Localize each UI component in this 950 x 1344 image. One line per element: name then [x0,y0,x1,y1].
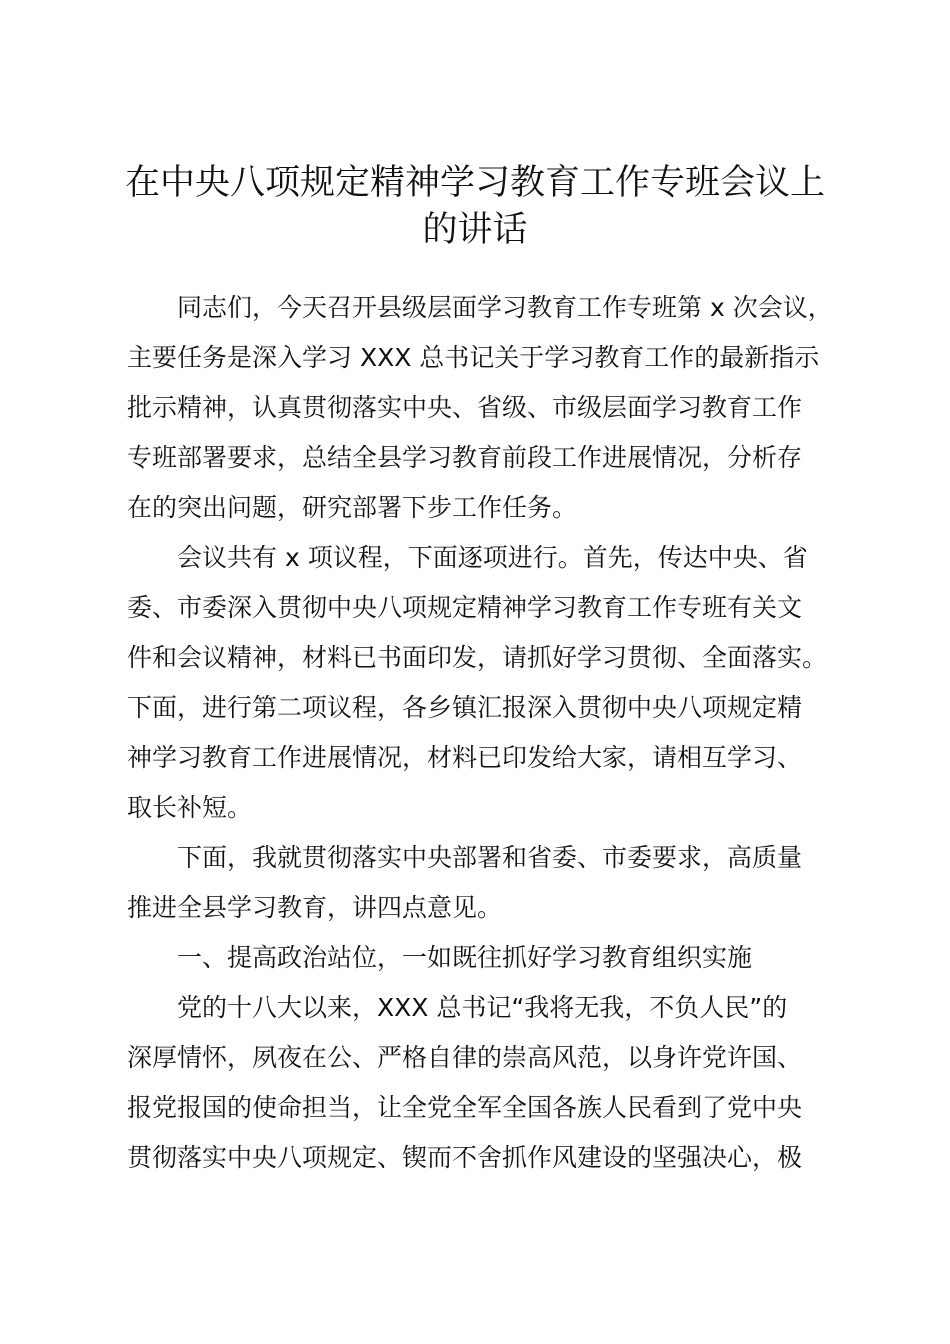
text-line: 下面，进行第二项议程，各乡镇汇报深入贯彻中央八项规定精 [127,693,803,722]
title-line-1: 在中央八项规定精神学习教育工作专班会议上 [124,163,825,203]
text-line: 推进全县学习教育，讲四点意见。 [127,893,503,922]
text-line: 批示精神，认真贯彻落实中央、省级、市级层面学习教育工作 [127,393,803,422]
text-line: 报党报国的使命担当，让全党全军全国各族人民看到了党中央 [127,1093,803,1122]
text-line: 党的十八大以来，XXX 总书记“我将无我，不负人民”的 [177,993,788,1022]
paragraph-section-1 [127,983,839,1183]
text-line: 深厚情怀，夙夜在公、严格自律的崇高风范，以身许党许国、 [127,1043,803,1072]
paragraph-intro-opinions [127,833,839,933]
text-line: 主要任务是深入学习 XXX 总书记关于学习教育工作的最新指示 [127,343,820,372]
text-line: 会议共有 x 项议程，下面逐项进行。首先，传达中央、省 [177,543,808,572]
text-line: 神学习教育工作进展情况，材料已印发给大家，请相互学习、 [127,743,803,772]
text-line: 件和会议精神，材料已书面印发，请抓好学习贯彻、全面落实。 [127,643,828,672]
text-line: 在的突出问题，研究部署下步工作任务。 [127,493,578,522]
document-title [118,160,832,254]
text-line: 专班部署要求，总结全县学习教育前段工作进展情况，分析存 [127,443,803,472]
text-line: 同志们，今天召开县级层面学习教育工作专班第 x 次会议， [177,293,833,322]
text-line: 下面，我就贯彻落实中央部署和省委、市委要求，高质量 [177,843,803,872]
paragraph-opening [127,283,839,533]
text-line: 取长补短。 [127,793,253,822]
section-heading-1 [127,933,839,983]
text-line: 贯彻落实中央八项规定、锲而不舍抓作风建设的坚强决心，极 [127,1143,803,1172]
document-body [127,283,839,1183]
text-line: 委、市委深入贯彻中央八项规定精神学习教育工作专班有关文 [127,593,803,622]
title-line-2: 的讲话 [422,210,528,250]
paragraph-agenda [127,533,839,833]
text-line: 一、提高政治站位，一如既往抓好学习教育组织实施 [177,943,753,972]
